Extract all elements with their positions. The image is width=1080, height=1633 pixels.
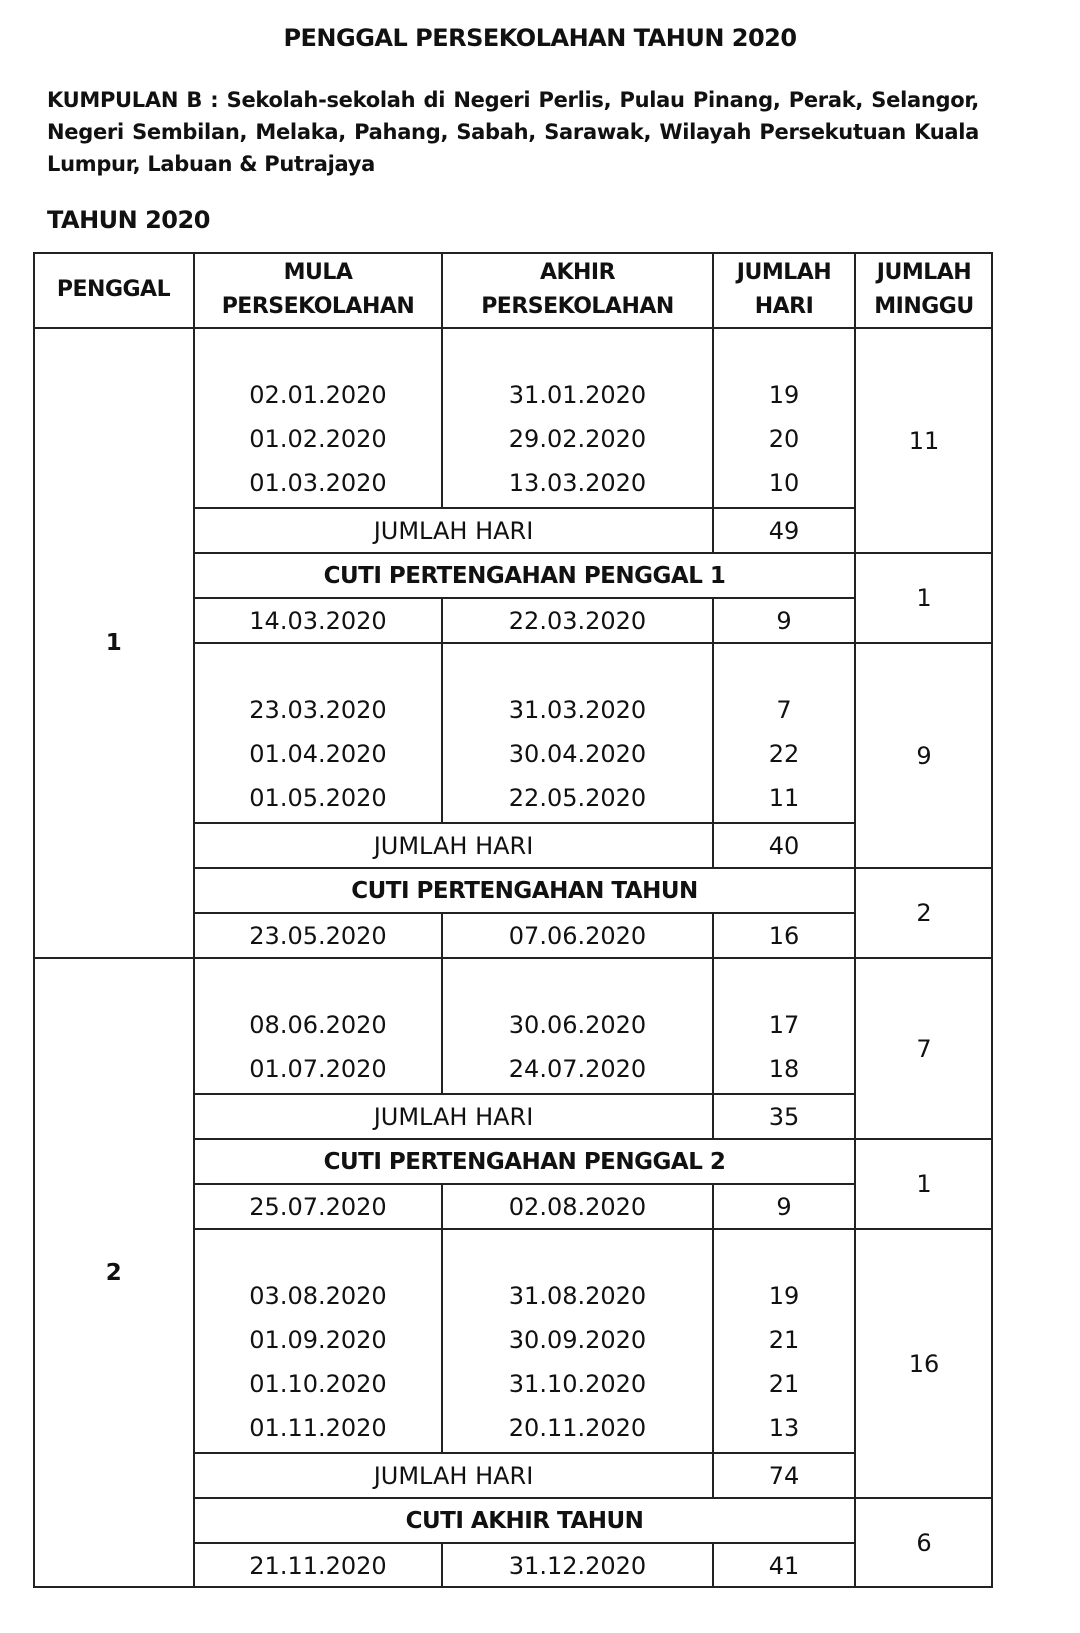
school-period-start-dates-text: 01.05.2020 [249,784,387,812]
total-days-value: 35 [713,1094,855,1139]
school-period-start-dates-lines [249,688,386,820]
header-jumlah-minggu-lines [874,256,973,324]
school-period-day-counts-text: 17 [768,1011,800,1039]
holiday-start-date: 21.11.2020 [194,1543,442,1588]
school-period-start-dates-text: 03.08.2020 [249,1282,387,1310]
school-period-start-dates-text: 23.03.2020 [249,696,387,724]
header-mula-persekolahan [194,252,442,328]
school-period-day-counts-text: 10 [768,469,800,497]
school-period-start-dates-lines [249,1003,386,1091]
school-period-start-dates [194,958,442,1094]
group-description: KUMPULAN B : Sekolah-sekolah di Negeri Perlis, Pulau Pinang, Perak, Selangor, Negeri Sembilan, Melaka, Pahang, Sabah, Sarawak, Wilayah Persekutuan Kuala Lumpur, Labuan & Putrajaya [47,88,979,176]
school-period-day-counts-text: 20 [768,425,800,453]
school-period-end-dates-text: 30.06.2020 [508,1011,647,1039]
header-akhir-persekolahan-text: AKHIR [539,260,616,285]
total-days-label: JUMLAH HARI [194,508,713,553]
weeks-count: 11 [855,328,993,553]
holiday-end-date: 07.06.2020 [442,913,713,958]
school-period-day-counts-lines [769,688,800,820]
school-period-day-counts-text: 19 [768,381,800,409]
school-period-day-counts-text: 7 [776,696,792,724]
header-jumlah-minggu-text: MINGGU [874,294,974,319]
school-period-end-dates-text: 29.02.2020 [508,425,647,453]
school-period-end-dates [442,643,713,823]
header-akhir-persekolahan-lines [481,256,674,324]
school-period-end-dates [442,328,713,508]
school-period-day-counts-lines [769,1003,800,1091]
school-period-day-counts [713,328,855,508]
holiday-title: CUTI PERTENGAHAN PENGGAL 2 [194,1139,855,1184]
header-jumlah-hari-text: HARI [754,294,814,319]
school-period-start-dates-text: 01.09.2020 [249,1326,387,1354]
school-period-day-counts [713,1229,855,1453]
header-jumlah-minggu-text: JUMLAH [876,260,972,285]
header-jumlah-minggu [855,252,993,328]
weeks-count: 1 [855,1139,993,1229]
school-period-day-counts-text: 13 [768,1414,800,1442]
school-period-start-dates-text: 08.06.2020 [249,1011,387,1039]
school-period-end-dates-text: 31.08.2020 [508,1282,647,1310]
total-days-value: 74 [713,1453,855,1498]
weeks-count: 1 [855,553,993,643]
school-period-start-dates [194,1229,442,1453]
header-mula-persekolahan-lines [222,256,415,324]
school-period-end-dates [442,1229,713,1453]
school-period-end-dates-text: 13.03.2020 [508,469,647,497]
school-period-end-dates-lines [509,1003,646,1091]
school-period-start-dates-lines [249,373,386,505]
holiday-day-count: 9 [713,598,855,643]
header-mula-persekolahan-text: MULA [283,260,353,285]
header-penggal: PENGGAL [33,252,194,328]
holiday-end-date: 02.08.2020 [442,1184,713,1229]
school-period-day-counts-text: 11 [768,784,800,812]
weeks-count: 16 [855,1229,993,1498]
school-period-start-dates-text: 02.01.2020 [249,381,387,409]
school-period-end-dates-text: 30.04.2020 [508,740,647,768]
school-period-end-dates [442,958,713,1094]
weeks-count: 2 [855,868,993,958]
school-period-start-dates-lines [249,1274,386,1450]
weeks-count: 6 [855,1498,993,1588]
header-mula-persekolahan-text: PERSEKOLAHAN [221,294,415,319]
header-jumlah-hari [713,252,855,328]
total-days-label: JUMLAH HARI [194,1453,713,1498]
year-heading: TAHUN 2020 [47,206,210,234]
holiday-start-date: 23.05.2020 [194,913,442,958]
school-period-day-counts-lines [769,373,800,505]
term-number: 1 [33,328,194,958]
school-period-day-counts-text: 22 [768,740,800,768]
school-period-day-counts [713,643,855,823]
school-period-start-dates-text: 01.02.2020 [249,425,387,453]
holiday-title: CUTI PERTENGAHAN TAHUN [194,868,855,913]
school-period-day-counts-text: 18 [768,1055,800,1083]
school-period-start-dates-text: 01.07.2020 [249,1055,387,1083]
school-period-end-dates-text: 31.03.2020 [508,696,647,724]
school-period-day-counts [713,958,855,1094]
school-period-start-dates [194,643,442,823]
school-period-start-dates-text: 01.10.2020 [249,1370,387,1398]
header-akhir-persekolahan [442,252,713,328]
school-period-end-dates-text: 20.11.2020 [508,1414,647,1442]
school-period-end-dates-lines [509,688,646,820]
total-days-label: JUMLAH HARI [194,1094,713,1139]
school-period-end-dates-text: 30.09.2020 [508,1326,647,1354]
document-title: PENGGAL PERSEKOLAHAN TAHUN 2020 [283,24,797,52]
total-days-value: 40 [713,823,855,868]
total-days-value: 49 [713,508,855,553]
weeks-count: 9 [855,643,993,868]
header-jumlah-hari-lines [737,256,831,324]
term-number: 2 [33,958,194,1588]
header-jumlah-hari-text: JUMLAH [736,260,832,285]
holiday-title: CUTI PERTENGAHAN PENGGAL 1 [194,553,855,598]
header-akhir-persekolahan-text: PERSEKOLAHAN [481,294,674,319]
school-period-start-dates-text: 01.04.2020 [249,740,387,768]
school-period-start-dates-text: 01.03.2020 [249,469,387,497]
holiday-title: CUTI AKHIR TAHUN [194,1498,855,1543]
school-period-day-counts-text: 19 [768,1282,800,1310]
school-period-start-dates-text: 01.11.2020 [249,1414,387,1442]
holiday-day-count: 16 [713,913,855,958]
school-period-end-dates-text: 22.05.2020 [508,784,647,812]
school-period-start-dates [194,328,442,508]
total-days-label: JUMLAH HARI [194,823,713,868]
holiday-day-count: 9 [713,1184,855,1229]
holiday-start-date: 25.07.2020 [194,1184,442,1229]
holiday-start-date: 14.03.2020 [194,598,442,643]
weeks-count: 7 [855,958,993,1139]
holiday-end-date: 22.03.2020 [442,598,713,643]
school-period-end-dates-text: 24.07.2020 [508,1055,647,1083]
holiday-end-date: 31.12.2020 [442,1543,713,1588]
school-period-end-dates-text: 31.01.2020 [508,381,647,409]
school-period-day-counts-text: 21 [768,1370,800,1398]
holiday-day-count: 41 [713,1543,855,1588]
school-period-end-dates-lines [509,1274,646,1450]
school-period-day-counts-lines [769,1274,800,1450]
school-period-day-counts-text: 21 [768,1326,800,1354]
school-period-end-dates-text: 31.10.2020 [508,1370,647,1398]
school-period-end-dates-lines [509,373,646,505]
